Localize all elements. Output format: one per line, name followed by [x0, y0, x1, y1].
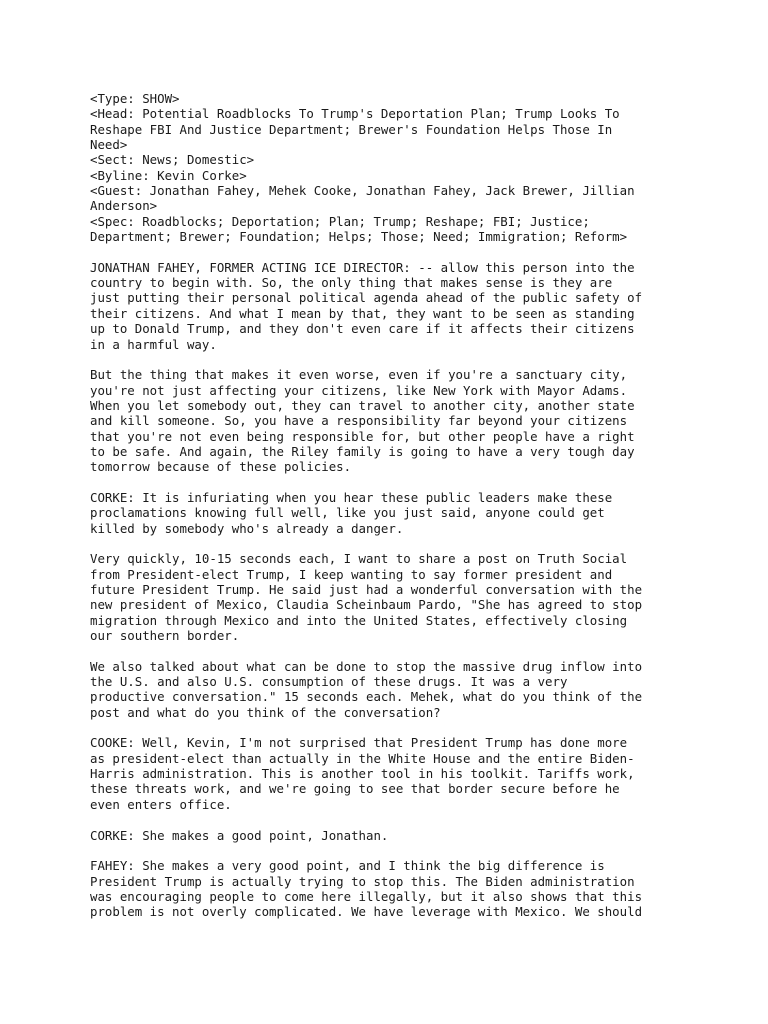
text-line: was encouraging people to come here illegally, but it also shows that this — [90, 888, 643, 904]
byline-tag: <Byline: Kevin Corke> — [90, 167, 247, 183]
text-line: to be safe. And again, the Riley family is going to have a very tough day — [90, 443, 635, 459]
paragraph-drug-inflow — [90, 659, 690, 720]
text-line: in a harmful way. — [90, 336, 217, 352]
text-line: We also talked about what can be done to stop the massive drug inflow into — [90, 658, 643, 674]
text-line: killed by somebody who's already a danger. — [90, 520, 404, 536]
text-line: just putting their personal political agenda ahead of the public safety of — [90, 290, 643, 306]
type-tag: <Type: SHOW> — [90, 91, 180, 106]
text-line: our southern border. — [90, 628, 240, 644]
text-line: that you're not even being responsible for, but other people have a right — [90, 428, 635, 444]
text-line: new president of Mexico, Claudia Scheinbaum Pardo, "She has agreed to stop — [90, 597, 643, 613]
text-line: When you let somebody out, they can travel to another city, another state — [90, 397, 635, 413]
text-line: migration through Mexico and into the United States, effectively closing — [90, 612, 628, 628]
text-line: tomorrow because of these policies. — [90, 459, 352, 475]
text-line: their citizens. And what I mean by that, they want to be seen as standing — [90, 305, 635, 321]
text-line: country to begin with. So, the only thing that makes sense is they are — [90, 275, 613, 291]
text-line: up to Donald Trump, and they don't even care if it affects their citizens — [90, 321, 635, 337]
paragraph-cooke-response — [90, 735, 690, 812]
text-line: JONATHAN FAHEY, FORMER ACTING ICE DIRECTOR: -- allow this person into the — [90, 259, 635, 275]
text-line: Harris administration. This is another tool in his toolkit. Tariffs work, — [90, 766, 635, 782]
paragraph-sanctuary-city — [90, 367, 690, 474]
sect-tag: <Sect: News; Domestic> — [90, 152, 255, 168]
text-line: But the thing that makes it even worse, even if you're a sanctuary city, — [90, 367, 628, 383]
guest-tag-line: <Guest: Jonathan Fahey, Mehek Cooke, Jonathan Fahey, Jack Brewer, Jillian — [90, 183, 635, 199]
text-line: CORKE: It is infuriating when you hear these public leaders make these — [90, 489, 613, 505]
metadata-block — [90, 91, 690, 244]
paragraph-truth-social-post — [90, 551, 690, 643]
head-tag-line: Need> — [90, 137, 128, 153]
head-tag-line: Reshape FBI And Justice Department; Brewer's Foundation Helps Those In — [90, 121, 613, 137]
text-line: you're not just affecting your citizens, like New York with Mayor Adams. — [90, 382, 628, 398]
transcript-page — [90, 91, 690, 935]
paragraph-fahey-intro — [90, 260, 690, 352]
text-line: the U.S. and also U.S. consumption of these drugs. It was a very — [90, 674, 568, 690]
paragraph-corke-good-point — [90, 828, 690, 843]
text-line: FAHEY: She makes a very good point, and I think the big difference is — [90, 858, 605, 874]
text-line: productive conversation." 15 seconds each. Mehek, what do you think of the — [90, 689, 643, 705]
spec-tag-line: Department; Brewer; Foundation; Helps; Those; Need; Immigration; Reform> — [90, 229, 628, 245]
text-line: as president-elect than actually in the White House and the entire Biden- — [90, 750, 635, 766]
text-line: even enters office. — [90, 796, 232, 812]
head-tag-line: <Head: Potential Roadblocks To Trump's Deportation Plan; Trump Looks To — [90, 106, 620, 122]
paragraph-corke-infuriating — [90, 490, 690, 536]
text-line: CORKE: She makes a good point, Jonathan. — [90, 827, 389, 843]
text-line: Very quickly, 10-15 seconds each, I want to share a post on Truth Social — [90, 551, 628, 567]
text-line: problem is not overly complicated. We have leverage with Mexico. We should — [90, 904, 643, 920]
paragraph-fahey-response — [90, 858, 690, 919]
text-line: President Trump is actually trying to stop this. The Biden administration — [90, 873, 635, 889]
text-line: future President Trump. He said just had a wonderful conversation with the — [90, 582, 643, 597]
text-line: post and what do you think of the conversation? — [90, 704, 441, 720]
guest-tag-line: Anderson> — [90, 198, 158, 214]
text-line: COOKE: Well, Kevin, I'm not surprised that President Trump has done more — [90, 735, 628, 751]
text-line: these threats work, and we're going to see that border secure before he — [90, 781, 620, 797]
text-line: from President-elect Trump, I keep wanting to say former president and — [90, 566, 613, 582]
text-line: and kill someone. So, you have a responsibility far beyond your citizens — [90, 413, 628, 429]
text-line: proclamations knowing full well, like you just said, anyone could get — [90, 505, 605, 521]
spec-tag-line: <Spec: Roadblocks; Deportation; Plan; Trump; Reshape; FBI; Justice; — [90, 213, 590, 229]
